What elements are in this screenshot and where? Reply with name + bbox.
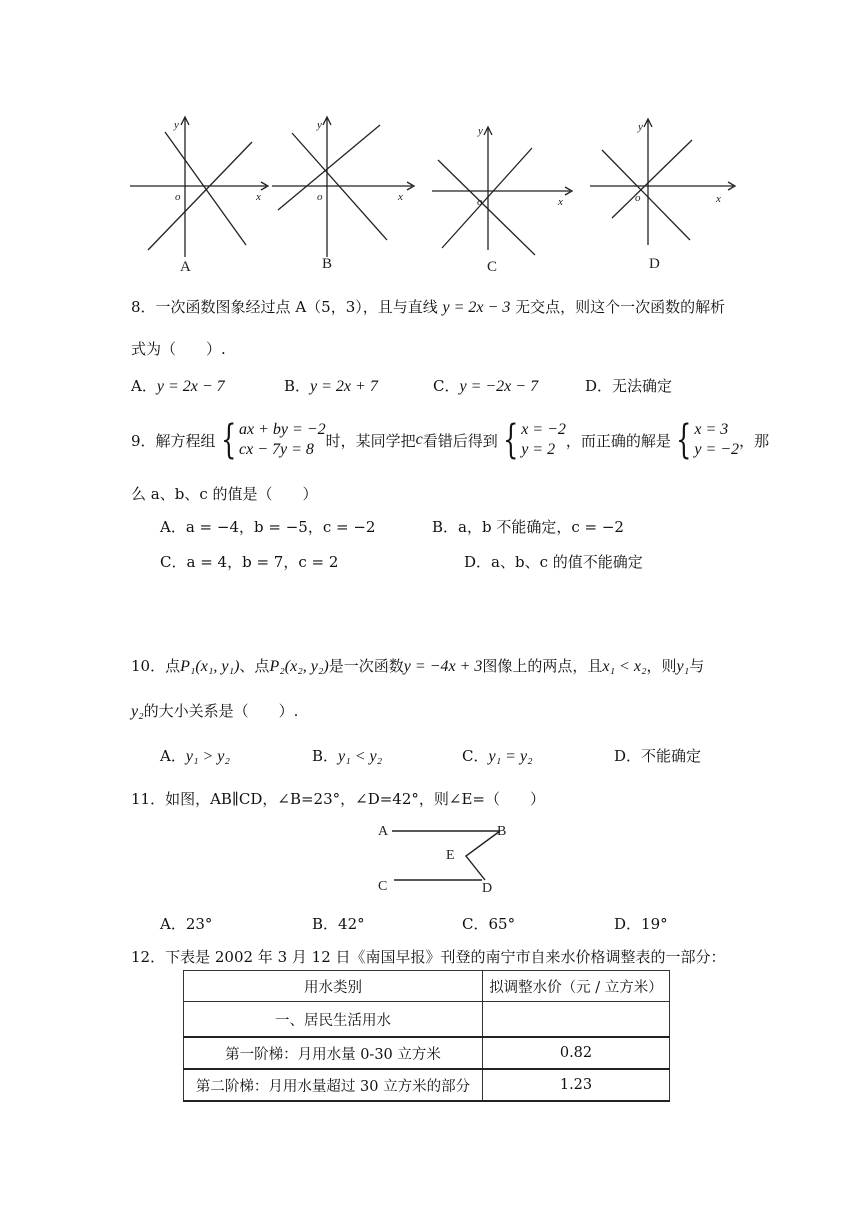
q8-option-c-label: C． bbox=[433, 377, 460, 395]
q10-mid: 是一次函数 bbox=[328, 657, 404, 675]
table-cell: 第一阶梯：月用水量 0-30 立方米 bbox=[184, 1037, 483, 1069]
q9-option-a-text: a = −4，b = −5，c = −2 bbox=[185, 518, 376, 536]
table-cell: 0.82 bbox=[483, 1037, 670, 1069]
q10-option-b-label: B． bbox=[312, 747, 339, 765]
q8-option-b-label: B． bbox=[284, 377, 311, 395]
q8-line1 bbox=[131, 296, 725, 317]
q9-option-d-label: D． bbox=[464, 553, 492, 571]
q10-y2: y₂ bbox=[131, 703, 144, 720]
table-cell: 第二阶梯：月用水量超过 30 立方米的部分 bbox=[184, 1069, 483, 1101]
q10-option-c[interactable] bbox=[462, 745, 533, 766]
q9-eq1: ax + by = −2 bbox=[239, 421, 326, 438]
q9-option-b-label: B． bbox=[432, 518, 459, 536]
table-header-category: 用水类别 bbox=[184, 971, 483, 1002]
q9-w1: x = −2 bbox=[521, 421, 566, 438]
graph-d-y-label: y bbox=[638, 121, 643, 133]
q10-line1 bbox=[131, 655, 704, 676]
q11-point-a: A bbox=[378, 824, 389, 839]
q9-r2: y = −2 bbox=[694, 441, 740, 458]
q11-figure bbox=[370, 818, 520, 898]
q11-option-c-text: 65° bbox=[488, 915, 516, 933]
q8-option-d-text: 无法确定 bbox=[612, 377, 673, 395]
q9-mid3: ，而正确的解是 bbox=[565, 431, 671, 450]
q11-text: 11．如图，AB∥CD，∠B=23°，∠D=42°，则∠E=（ ） bbox=[131, 790, 545, 808]
table-header-row bbox=[184, 971, 670, 1002]
table-cell: 1.23 bbox=[483, 1069, 670, 1101]
q8-option-d[interactable] bbox=[585, 375, 672, 396]
q8-option-b-text: y = 2x + 7 bbox=[310, 378, 378, 395]
graph-d-letter: D bbox=[649, 256, 660, 272]
q11-option-b-label: B． bbox=[312, 915, 339, 933]
q10-option-d-label: D． bbox=[614, 747, 642, 765]
graph-b-origin: o bbox=[317, 191, 323, 203]
water-price-table bbox=[183, 970, 670, 1102]
graph-d-origin: o bbox=[635, 192, 641, 204]
table-cell bbox=[483, 1002, 670, 1038]
q11-option-a[interactable] bbox=[160, 913, 212, 934]
q10-sep: 、点 bbox=[239, 657, 270, 675]
q9-r1: x = 3 bbox=[694, 421, 729, 438]
graph-b-x-label: x bbox=[398, 191, 403, 203]
q10-option-c-text: y₁ = y₂ bbox=[488, 748, 533, 765]
q11-point-e: E bbox=[446, 848, 455, 863]
q9-option-d[interactable] bbox=[464, 551, 643, 572]
table-row bbox=[184, 1037, 670, 1069]
graph-c-origin: o bbox=[477, 196, 483, 208]
graph-a-letter: A bbox=[180, 259, 191, 275]
q10-suffix: ，则 bbox=[646, 657, 677, 675]
q11-option-b[interactable] bbox=[312, 913, 365, 934]
q9-option-a[interactable] bbox=[160, 516, 375, 537]
q10-line2 bbox=[131, 700, 298, 721]
graph-c-x-label: x bbox=[558, 196, 563, 208]
q9-c: c bbox=[415, 431, 423, 448]
table-row bbox=[184, 1002, 670, 1038]
q8-option-a-text: y = 2x − 7 bbox=[156, 378, 225, 395]
q8-option-c[interactable] bbox=[433, 375, 538, 396]
q10-p1: P₁(x₁, y₁) bbox=[180, 658, 240, 675]
q10-option-a[interactable] bbox=[160, 745, 230, 766]
q12-text: 12．下表是 2002 年 3 月 12 日《南国早报》刊登的南宁市自来水价格调整表的一部分： bbox=[131, 948, 726, 966]
q11-option-d-text: 19° bbox=[641, 915, 668, 933]
q8-text-b: 无交点，则这个一次函数的解析 bbox=[515, 298, 726, 316]
q9-equation-system: { ax + by = −2 cx − 7y = 8 bbox=[220, 417, 326, 463]
q11-point-c: C bbox=[378, 879, 388, 894]
q8-line2: 式为（ ）. bbox=[131, 340, 226, 358]
q11-point-d: D bbox=[482, 881, 493, 896]
graph-options bbox=[0, 0, 860, 280]
q9-option-a-label: A． bbox=[160, 518, 186, 536]
graph-b-y-label: y bbox=[317, 119, 322, 131]
q9-suffix: ，那 bbox=[739, 431, 770, 450]
q11-option-a-label: A． bbox=[160, 915, 186, 933]
q10-suffix2: 与 bbox=[689, 657, 705, 675]
q11-option-c[interactable] bbox=[462, 913, 515, 934]
q9-option-d-text: a、b、c 的值不能确定 bbox=[491, 553, 643, 571]
q10-cond: x₁ < x₂ bbox=[602, 658, 647, 675]
q11-option-d-label: D． bbox=[614, 915, 642, 933]
graph-a-y-label: y bbox=[174, 119, 179, 131]
q9-mid1: 时，某同学把 bbox=[325, 431, 416, 450]
q10-option-a-text: y₁ > y₂ bbox=[185, 748, 230, 765]
q11-option-a-text: 23° bbox=[185, 915, 213, 933]
graph-a-origin: o bbox=[175, 191, 181, 203]
q11-option-d[interactable] bbox=[614, 913, 668, 934]
q10-option-c-label: C． bbox=[462, 747, 489, 765]
q10-p2: P₂(x₂, y₂) bbox=[269, 658, 329, 675]
q9-line2: 么 a、b、c 的值是（ ） bbox=[131, 485, 318, 503]
q10-prefix: 10．点 bbox=[131, 657, 181, 675]
graph-c-y-label: y bbox=[478, 125, 483, 137]
q9-option-b[interactable] bbox=[432, 516, 624, 537]
q8-option-a[interactable] bbox=[131, 375, 225, 396]
q9-prefix: 9．解方程组 bbox=[131, 431, 216, 450]
q9-w2: y = 2 bbox=[521, 441, 556, 458]
q8-line-equation: y = 2x − 3 bbox=[442, 299, 511, 316]
q10-option-a-label: A． bbox=[160, 747, 186, 765]
q11-option-b-text: 42° bbox=[338, 915, 365, 933]
table-row bbox=[184, 1069, 670, 1101]
q9-line1 bbox=[131, 417, 770, 463]
q10-option-d[interactable] bbox=[614, 745, 701, 766]
q10-option-b-text: y₁ < y₂ bbox=[338, 748, 383, 765]
graph-a-x-label: x bbox=[256, 191, 261, 203]
q10-line2-text: 的大小关系是（ ）. bbox=[143, 702, 299, 720]
q10-y1: y₁ bbox=[676, 658, 690, 675]
graph-d-x-label: x bbox=[716, 193, 721, 205]
q10-mid2: 图像上的两点，且 bbox=[482, 657, 603, 675]
q9-option-c[interactable] bbox=[160, 551, 338, 572]
q11-option-c-label: C． bbox=[462, 915, 489, 933]
q10-option-d-text: 不能确定 bbox=[641, 747, 702, 765]
q9-mid2: 看错后得到 bbox=[422, 431, 498, 450]
graph-c-letter: C bbox=[487, 259, 498, 275]
q8-text-a: 8．一次函数图象经过点 A（5，3），且与直线 bbox=[131, 298, 438, 316]
table-cell: 一、居民生活用水 bbox=[184, 1002, 483, 1038]
q9-option-b-text: a，b 不能确定，c = −2 bbox=[458, 518, 624, 536]
q8-option-c-text: y = −2x − 7 bbox=[459, 378, 539, 395]
q8-option-a-label: A． bbox=[131, 377, 157, 395]
q9-correct-solution: { x = 3 y = −2 bbox=[675, 417, 740, 463]
q8-option-b[interactable] bbox=[284, 375, 378, 396]
q9-option-c-text: a = 4，b = 7，c = 2 bbox=[186, 553, 339, 571]
q9-wrong-solution: { x = −2 y = 2 bbox=[502, 417, 566, 463]
q11-point-b: B bbox=[497, 824, 507, 839]
table-header-price: 拟调整水价（元 / 立方米） bbox=[483, 971, 670, 1002]
q10-option-b[interactable] bbox=[312, 745, 382, 766]
q9-eq2: cx − 7y = 8 bbox=[239, 441, 314, 458]
q10-func: y = −4x + 3 bbox=[403, 658, 483, 675]
q8-option-d-label: D． bbox=[585, 377, 613, 395]
q9-option-c-label: C． bbox=[160, 553, 187, 571]
graph-b-letter: B bbox=[322, 256, 333, 272]
